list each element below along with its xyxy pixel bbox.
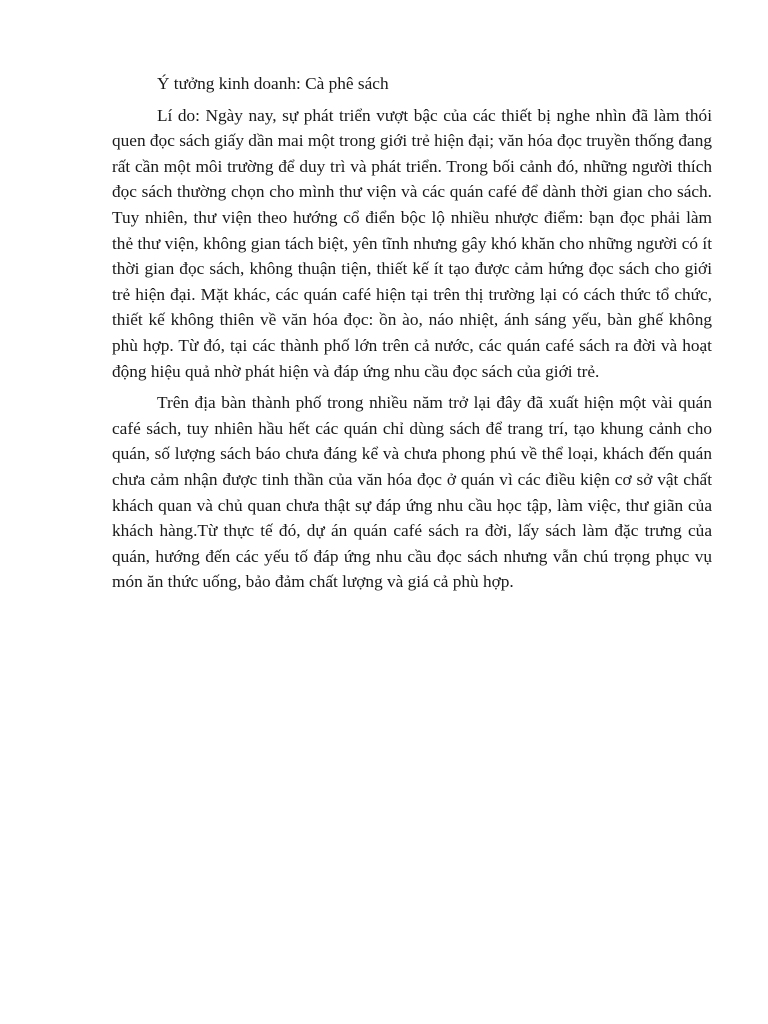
paragraph-reason: Lí do: Ngày nay, sự phát triển vượt bậc của các thiết bị nghe nhìn đã làm thói quen đọc sách giấy dần mai một trong giới trẻ hiện đại; văn hóa đọc truyền thống đang rất cần một môi trường để duy trì và phát triển. Trong bối cảnh đó, những người thích đọc sách thường chọn cho mình thư viện và các quán café để dành thời gian cho sách. Tuy nhiên, thư viện theo hướng cổ điển bộc lộ nhiều nhược điểm: bạn đọc phải làm thẻ thư viện, không gian tách biệt, yên tĩnh nhưng gây khó khăn cho những người có ít thời gian đọc sách, không thuận tiện, thiết kế ít tạo được cảm hứng đọc sách cho giới trẻ hiện đại. Mặt khác, các quán café hiện tại trên thị trường lại có cách thức tổ chức, thiết kế không thiên về văn hóa đọc: ồn ào, náo nhiệt, ánh sáng yếu, bàn ghế không phù hợp. Từ đó, tại các thành phố lớn trên cả nước, các quán café sách ra đời và hoạt động hiệu quả nhờ phát hiện và đáp ứng nhu cầu đọc sách của giới trẻ. bbox=[112, 105, 712, 381]
paragraph-local-situation: Trên địa bàn thành phố trong nhiều năm trở lại đây đã xuất hiện một vài quán café sách, tuy nhiên hầu hết các quán chỉ dùng sách để trang trí, tạo khung cảnh cho quán, số lượng sách báo chưa đáng kể và chưa phong phú về thể loại, khách đến quán chưa cảm nhận được tinh thần của văn hóa đọc ở quán vì các điều kiện cơ sở vật chất khách quan và chủ quan chưa thật sự đáp ứng nhu cầu học tập, làm việc, thư giãn của khách hàng.Từ thực tế đó, dự án quán café sách ra đời, lấy sách làm đặc trưng của quán, hướng đến các yếu tố đáp ứng nhu cầu đọc sách nhưng vẫn chú trọng phục vụ món ăn thức uống, bảo đảm chất lượng và giá cả phù hợp. bbox=[112, 393, 712, 592]
document-title: Ý tưởng kinh doanh: Cà phê sách bbox=[157, 74, 389, 93]
document-body bbox=[112, 71, 712, 595]
